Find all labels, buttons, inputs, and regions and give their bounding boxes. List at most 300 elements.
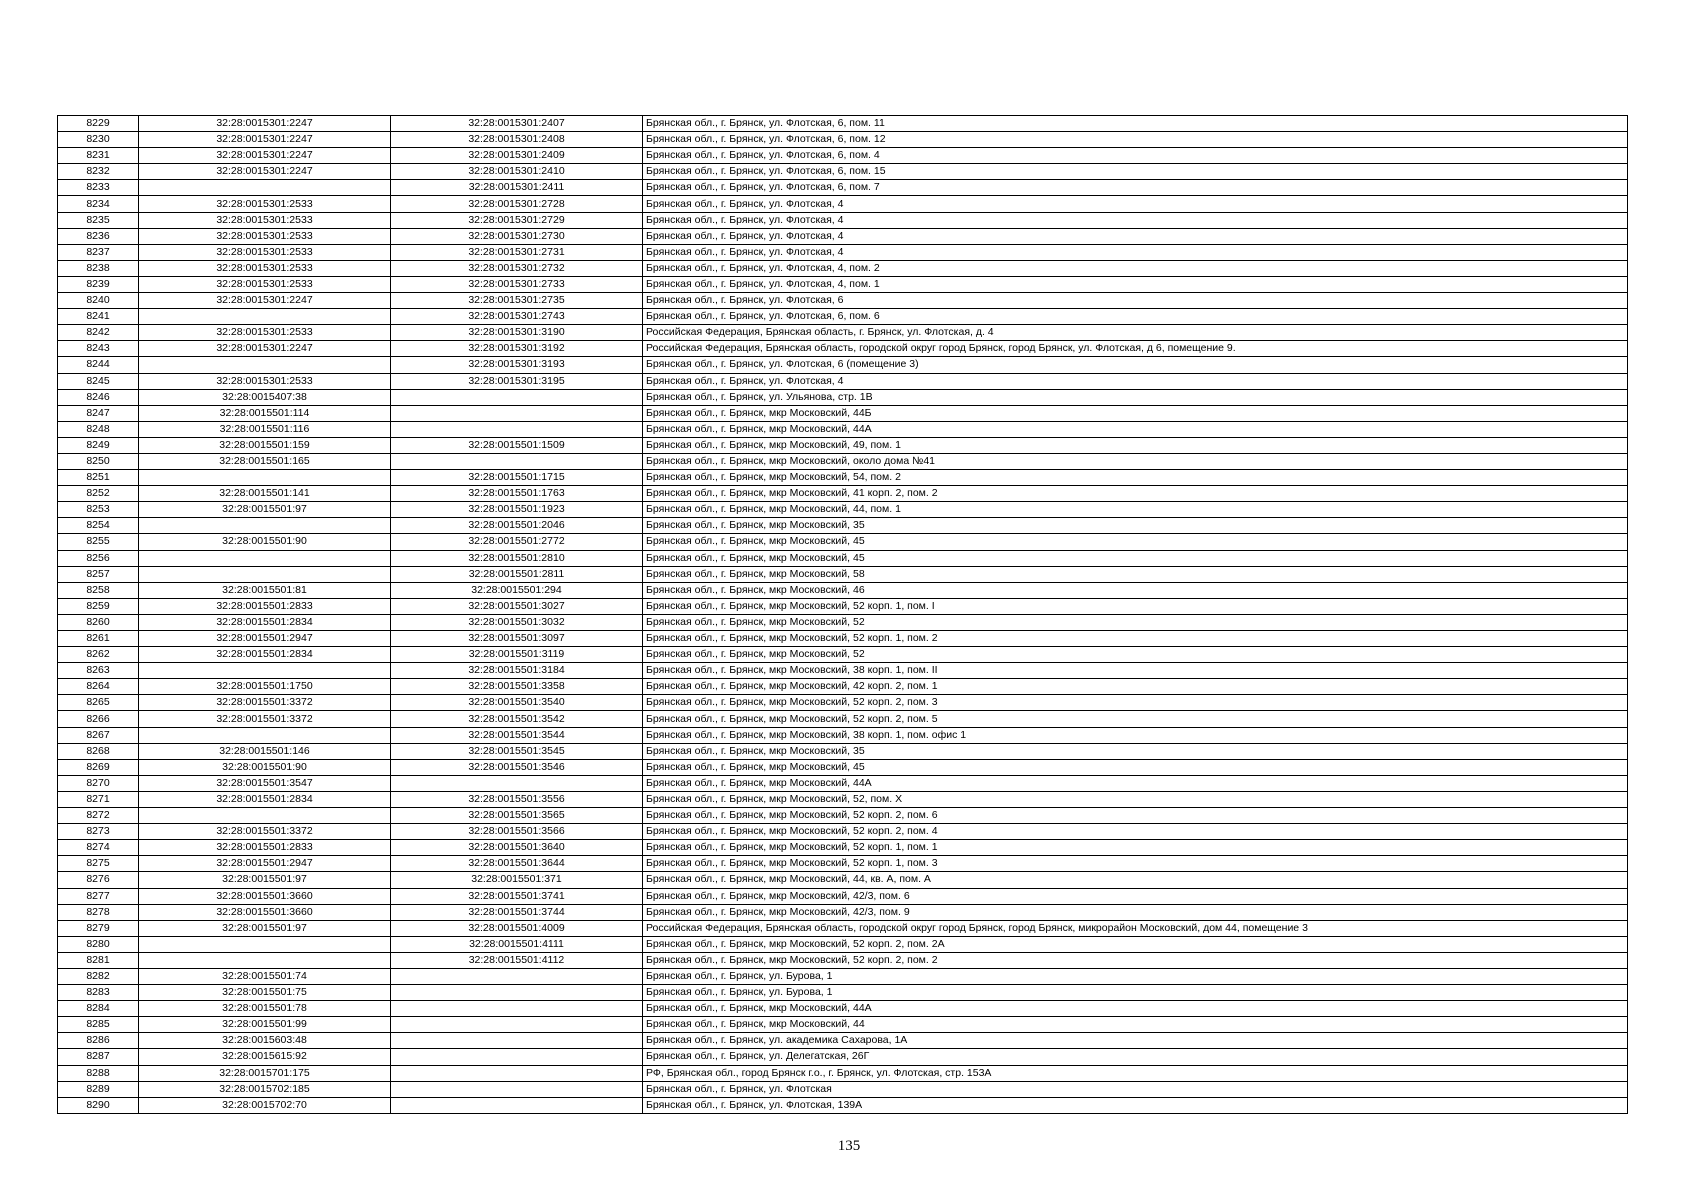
table-row — [58, 936, 1628, 952]
table-row — [58, 1049, 1628, 1065]
address-cell: Брянская обл., г. Брянск, ул. Флотская, 4 — [643, 244, 1628, 260]
table-row — [58, 341, 1628, 357]
table-row — [58, 421, 1628, 437]
row-number-cell: 8246 — [58, 389, 139, 405]
object-cadastral-cell: 32:28:0015501:3358 — [391, 679, 643, 695]
row-number-cell: 8239 — [58, 276, 139, 292]
address-cell: РФ, Брянская обл., город Брянск г.о., г. Брянск, ул. Флотская, стр. 153А — [643, 1065, 1628, 1081]
address-cell: Брянская обл., г. Брянск, мкр Московский, 52 — [643, 614, 1628, 630]
address-cell: Брянская обл., г. Брянск, ул. Бурова, 1 — [643, 968, 1628, 984]
address-cell: Брянская обл., г. Брянск, мкр Московский, 52 корп. 2, пом. 2 — [643, 952, 1628, 968]
object-cadastral-cell: 32:28:0015301:2735 — [391, 293, 643, 309]
land-plot-cadastral-cell: 32:28:0015501:81 — [139, 582, 391, 598]
land-plot-cadastral-cell: 32:28:0015501:116 — [139, 421, 391, 437]
object-cadastral-cell: 32:28:0015301:2733 — [391, 276, 643, 292]
row-number-cell: 8234 — [58, 196, 139, 212]
address-cell: Брянская обл., г. Брянск, мкр Московский, 52 корп. 2, пом. 6 — [643, 808, 1628, 824]
land-plot-cadastral-cell: 32:28:0015702:70 — [139, 1097, 391, 1113]
row-number-cell: 8245 — [58, 373, 139, 389]
object-cadastral-cell: 32:28:0015501:3119 — [391, 647, 643, 663]
table-row — [58, 228, 1628, 244]
row-number-cell: 8252 — [58, 486, 139, 502]
row-number-cell: 8258 — [58, 582, 139, 598]
table-row — [58, 502, 1628, 518]
object-cadastral-cell — [391, 405, 643, 421]
table-row — [58, 1097, 1628, 1113]
row-number-cell: 8273 — [58, 824, 139, 840]
address-cell: Брянская обл., г. Брянск, мкр Московский, 52 корп. 2, пом. 2А — [643, 936, 1628, 952]
object-cadastral-cell: 32:28:0015301:3190 — [391, 325, 643, 341]
table-row — [58, 212, 1628, 228]
object-cadastral-cell — [391, 775, 643, 791]
object-cadastral-cell: 32:28:0015301:2410 — [391, 164, 643, 180]
row-number-cell: 8283 — [58, 985, 139, 1001]
land-plot-cadastral-cell: 32:28:0015501:2834 — [139, 791, 391, 807]
address-cell: Брянская обл., г. Брянск, ул. Флотская, 4 — [643, 212, 1628, 228]
address-cell: Брянская обл., г. Брянск, мкр Московский, 41 корп. 2, пом. 2 — [643, 486, 1628, 502]
address-cell: Брянская обл., г. Брянск, ул. Флотская, 6, пом. 11 — [643, 116, 1628, 132]
address-cell: Брянская обл., г. Брянск, мкр Московский, 42/3, пом. 6 — [643, 888, 1628, 904]
object-cadastral-cell: 32:28:0015301:3193 — [391, 357, 643, 373]
object-cadastral-cell: 32:28:0015501:2810 — [391, 550, 643, 566]
row-number-cell: 8270 — [58, 775, 139, 791]
table-row — [58, 824, 1628, 840]
table-row — [58, 985, 1628, 1001]
object-cadastral-cell: 32:28:0015501:2046 — [391, 518, 643, 534]
land-plot-cadastral-cell: 32:28:0015301:2533 — [139, 276, 391, 292]
object-cadastral-cell — [391, 1081, 643, 1097]
object-cadastral-cell: 32:28:0015501:3744 — [391, 904, 643, 920]
object-cadastral-cell: 32:28:0015501:1715 — [391, 470, 643, 486]
object-cadastral-cell — [391, 453, 643, 469]
object-cadastral-cell: 32:28:0015301:2743 — [391, 309, 643, 325]
table-row — [58, 775, 1628, 791]
address-cell: Брянская обл., г. Брянск, мкр Московский, 45 — [643, 759, 1628, 775]
address-cell: Брянская обл., г. Брянск, мкр Московский, 49, пом. 1 — [643, 437, 1628, 453]
row-number-cell: 8250 — [58, 453, 139, 469]
row-number-cell: 8253 — [58, 502, 139, 518]
object-cadastral-cell: 32:28:0015301:2407 — [391, 116, 643, 132]
row-number-cell: 8231 — [58, 148, 139, 164]
land-plot-cadastral-cell: 32:28:0015501:78 — [139, 1001, 391, 1017]
row-number-cell: 8274 — [58, 840, 139, 856]
table-row — [58, 840, 1628, 856]
table-row — [58, 888, 1628, 904]
land-plot-cadastral-cell — [139, 309, 391, 325]
row-number-cell: 8235 — [58, 212, 139, 228]
object-cadastral-cell: 32:28:0015301:3195 — [391, 373, 643, 389]
object-cadastral-cell: 32:28:0015501:4112 — [391, 952, 643, 968]
row-number-cell: 8257 — [58, 566, 139, 582]
land-plot-cadastral-cell: 32:28:0015501:3372 — [139, 711, 391, 727]
address-cell: Брянская обл., г. Брянск, мкр Московский, 45 — [643, 534, 1628, 550]
row-number-cell: 8230 — [58, 132, 139, 148]
row-number-cell: 8247 — [58, 405, 139, 421]
row-number-cell: 8261 — [58, 631, 139, 647]
row-number-cell: 8262 — [58, 647, 139, 663]
address-cell: Брянская обл., г. Брянск, ул. Флотская, 6, пом. 7 — [643, 180, 1628, 196]
address-cell: Брянская обл., г. Брянск, мкр Московский, 52 корп. 1, пом. 1 — [643, 840, 1628, 856]
object-cadastral-cell: 32:28:0015301:2730 — [391, 228, 643, 244]
address-cell: Брянская обл., г. Брянск, ул. Делегатская, 26Г — [643, 1049, 1628, 1065]
land-plot-cadastral-cell: 32:28:0015501:99 — [139, 1017, 391, 1033]
table-row — [58, 325, 1628, 341]
object-cadastral-cell: 32:28:0015501:4111 — [391, 936, 643, 952]
row-number-cell: 8229 — [58, 116, 139, 132]
object-cadastral-cell — [391, 1097, 643, 1113]
land-plot-cadastral-cell: 32:28:0015301:2533 — [139, 325, 391, 341]
land-plot-cadastral-cell: 32:28:0015501:97 — [139, 872, 391, 888]
object-cadastral-cell: 32:28:0015501:3544 — [391, 727, 643, 743]
table-row — [58, 791, 1628, 807]
address-cell: Брянская обл., г. Брянск, мкр Московский, 58 — [643, 566, 1628, 582]
address-cell: Брянская обл., г. Брянск, мкр Московский, 38 корп. 1, пом. офис 1 — [643, 727, 1628, 743]
land-plot-cadastral-cell: 32:28:0015301:2533 — [139, 228, 391, 244]
table-row — [58, 631, 1628, 647]
table-row — [58, 293, 1628, 309]
table-row — [58, 534, 1628, 550]
object-cadastral-cell: 32:28:0015501:294 — [391, 582, 643, 598]
object-cadastral-cell: 32:28:0015301:2409 — [391, 148, 643, 164]
row-number-cell: 8276 — [58, 872, 139, 888]
row-number-cell: 8290 — [58, 1097, 139, 1113]
address-cell: Брянская обл., г. Брянск, мкр Московский, 42/3, пом. 9 — [643, 904, 1628, 920]
row-number-cell: 8289 — [58, 1081, 139, 1097]
table-row — [58, 872, 1628, 888]
land-plot-cadastral-cell: 32:28:0015301:2247 — [139, 116, 391, 132]
row-number-cell: 8256 — [58, 550, 139, 566]
row-number-cell: 8266 — [58, 711, 139, 727]
land-plot-cadastral-cell — [139, 936, 391, 952]
table-row — [58, 309, 1628, 325]
row-number-cell: 8275 — [58, 856, 139, 872]
land-plot-cadastral-cell — [139, 952, 391, 968]
land-plot-cadastral-cell: 32:28:0015615:92 — [139, 1049, 391, 1065]
table-row — [58, 486, 1628, 502]
address-cell: Брянская обл., г. Брянск, ул. Флотская, 4 — [643, 196, 1628, 212]
table-row — [58, 1081, 1628, 1097]
land-plot-cadastral-cell: 32:28:0015501:2834 — [139, 647, 391, 663]
table-row — [58, 743, 1628, 759]
object-cadastral-cell: 32:28:0015501:3640 — [391, 840, 643, 856]
table-row — [58, 759, 1628, 775]
row-number-cell: 8232 — [58, 164, 139, 180]
row-number-cell: 8242 — [58, 325, 139, 341]
table-row — [58, 276, 1628, 292]
land-plot-cadastral-cell: 32:28:0015301:2533 — [139, 244, 391, 260]
row-number-cell: 8268 — [58, 743, 139, 759]
land-plot-cadastral-cell — [139, 566, 391, 582]
address-cell: Брянская обл., г. Брянск, ул. Флотская, 6, пом. 12 — [643, 132, 1628, 148]
object-cadastral-cell — [391, 1017, 643, 1033]
land-plot-cadastral-cell: 32:28:0015501:2833 — [139, 598, 391, 614]
land-plot-cadastral-cell: 32:28:0015501:3660 — [139, 888, 391, 904]
address-cell: Брянская обл., г. Брянск, ул. Флотская, 6, пом. 4 — [643, 148, 1628, 164]
address-cell: Брянская обл., г. Брянск, мкр Московский, 52 корп. 2, пом. 5 — [643, 711, 1628, 727]
row-number-cell: 8251 — [58, 470, 139, 486]
row-number-cell: 8248 — [58, 421, 139, 437]
land-plot-cadastral-cell: 32:28:0015501:3372 — [139, 695, 391, 711]
land-plot-cadastral-cell — [139, 470, 391, 486]
land-plot-cadastral-cell: 32:28:0015501:97 — [139, 502, 391, 518]
address-cell: Брянская обл., г. Брянск, ул. Флотская, 4 — [643, 228, 1628, 244]
object-cadastral-cell: 32:28:0015501:4009 — [391, 920, 643, 936]
row-number-cell: 8272 — [58, 808, 139, 824]
table-row — [58, 582, 1628, 598]
table-row — [58, 711, 1628, 727]
table-row — [58, 904, 1628, 920]
address-cell: Брянская обл., г. Брянск, мкр Московский, 52 корп. 1, пом. 3 — [643, 856, 1628, 872]
land-plot-cadastral-cell: 32:28:0015501:3372 — [139, 824, 391, 840]
row-number-cell: 8238 — [58, 260, 139, 276]
row-number-cell: 8237 — [58, 244, 139, 260]
table-row — [58, 856, 1628, 872]
registry-table — [57, 115, 1628, 1114]
table-row — [58, 373, 1628, 389]
object-cadastral-cell: 32:28:0015301:2411 — [391, 180, 643, 196]
row-number-cell: 8278 — [58, 904, 139, 920]
table-row — [58, 1001, 1628, 1017]
address-cell: Брянская обл., г. Брянск, мкр Московский, 45 — [643, 550, 1628, 566]
address-cell: Брянская обл., г. Брянск, ул. Ульянова, стр. 1В — [643, 389, 1628, 405]
address-cell: Брянская обл., г. Брянск, ул. Флотская, 6, пом. 6 — [643, 309, 1628, 325]
land-plot-cadastral-cell: 32:28:0015407:38 — [139, 389, 391, 405]
object-cadastral-cell — [391, 985, 643, 1001]
table-row — [58, 196, 1628, 212]
table-row — [58, 598, 1628, 614]
page-number: 135 — [837, 1138, 861, 1154]
land-plot-cadastral-cell — [139, 357, 391, 373]
land-plot-cadastral-cell: 32:28:0015501:75 — [139, 985, 391, 1001]
object-cadastral-cell — [391, 1001, 643, 1017]
row-number-cell: 8244 — [58, 357, 139, 373]
address-cell: Брянская обл., г. Брянск, мкр Московский, 35 — [643, 518, 1628, 534]
table-row — [58, 920, 1628, 936]
row-number-cell: 8241 — [58, 309, 139, 325]
object-cadastral-cell: 32:28:0015501:3545 — [391, 743, 643, 759]
row-number-cell: 8254 — [58, 518, 139, 534]
land-plot-cadastral-cell — [139, 180, 391, 196]
table-row — [58, 550, 1628, 566]
table-row — [58, 164, 1628, 180]
object-cadastral-cell: 32:28:0015301:2728 — [391, 196, 643, 212]
table-row — [58, 695, 1628, 711]
address-cell: Брянская обл., г. Брянск, мкр Московский, 35 — [643, 743, 1628, 759]
row-number-cell: 8281 — [58, 952, 139, 968]
object-cadastral-cell: 32:28:0015501:3546 — [391, 759, 643, 775]
land-plot-cadastral-cell: 32:28:0015501:90 — [139, 759, 391, 775]
object-cadastral-cell: 32:28:0015501:3542 — [391, 711, 643, 727]
row-number-cell: 8282 — [58, 968, 139, 984]
table-row — [58, 679, 1628, 695]
object-cadastral-cell: 32:28:0015301:2732 — [391, 260, 643, 276]
table-row — [58, 470, 1628, 486]
land-plot-cadastral-cell: 32:28:0015501:2833 — [139, 840, 391, 856]
object-cadastral-cell: 32:28:0015501:371 — [391, 872, 643, 888]
table-row — [58, 808, 1628, 824]
object-cadastral-cell — [391, 1049, 643, 1065]
land-plot-cadastral-cell: 32:28:0015301:2533 — [139, 260, 391, 276]
land-plot-cadastral-cell: 32:28:0015301:2533 — [139, 196, 391, 212]
land-plot-cadastral-cell: 32:28:0015501:114 — [139, 405, 391, 421]
land-plot-cadastral-cell: 32:28:0015301:2247 — [139, 293, 391, 309]
table-row — [58, 1017, 1628, 1033]
object-cadastral-cell: 32:28:0015501:3032 — [391, 614, 643, 630]
row-number-cell: 8255 — [58, 534, 139, 550]
address-cell: Брянская обл., г. Брянск, мкр Московский, 52 корп. 2, пом. 3 — [643, 695, 1628, 711]
object-cadastral-cell — [391, 1033, 643, 1049]
object-cadastral-cell: 32:28:0015301:3192 — [391, 341, 643, 357]
land-plot-cadastral-cell: 32:28:0015501:159 — [139, 437, 391, 453]
address-cell: Брянская обл., г. Брянск, мкр Московский, 52 корп. 2, пом. 4 — [643, 824, 1628, 840]
address-cell: Брянская обл., г. Брянск, мкр Московский, 42 корп. 2, пом. 1 — [643, 679, 1628, 695]
address-cell: Брянская обл., г. Брянск, ул. Флотская, 6, пом. 15 — [643, 164, 1628, 180]
object-cadastral-cell: 32:28:0015501:1509 — [391, 437, 643, 453]
registry-table-body — [58, 116, 1628, 1114]
land-plot-cadastral-cell: 32:28:0015701:175 — [139, 1065, 391, 1081]
row-number-cell: 8286 — [58, 1033, 139, 1049]
land-plot-cadastral-cell: 32:28:0015501:97 — [139, 920, 391, 936]
table-row — [58, 647, 1628, 663]
land-plot-cadastral-cell: 32:28:0015501:2834 — [139, 614, 391, 630]
object-cadastral-cell: 32:28:0015301:2731 — [391, 244, 643, 260]
land-plot-cadastral-cell — [139, 727, 391, 743]
land-plot-cadastral-cell: 32:28:0015301:2247 — [139, 341, 391, 357]
row-number-cell: 8277 — [58, 888, 139, 904]
table-row — [58, 566, 1628, 582]
address-cell: Брянская обл., г. Брянск, мкр Московский, 44А — [643, 775, 1628, 791]
object-cadastral-cell — [391, 421, 643, 437]
table-row — [58, 614, 1628, 630]
land-plot-cadastral-cell: 32:28:0015603:48 — [139, 1033, 391, 1049]
address-cell: Брянская обл., г. Брянск, мкр Московский, 44А — [643, 1001, 1628, 1017]
table-row — [58, 389, 1628, 405]
table-row — [58, 116, 1628, 132]
address-cell: Брянская обл., г. Брянск, ул. Флотская, 4, пом. 1 — [643, 276, 1628, 292]
table-row — [58, 244, 1628, 260]
row-number-cell: 8236 — [58, 228, 139, 244]
land-plot-cadastral-cell — [139, 663, 391, 679]
address-cell: Брянская обл., г. Брянск, мкр Московский, 52 корп. 1, пом. 2 — [643, 631, 1628, 647]
land-plot-cadastral-cell — [139, 550, 391, 566]
row-number-cell: 8279 — [58, 920, 139, 936]
object-cadastral-cell: 32:28:0015501:3741 — [391, 888, 643, 904]
address-cell: Брянская обл., г. Брянск, мкр Московский, 52 корп. 1, пом. I — [643, 598, 1628, 614]
land-plot-cadastral-cell: 32:28:0015501:141 — [139, 486, 391, 502]
row-number-cell: 8259 — [58, 598, 139, 614]
land-plot-cadastral-cell: 32:28:0015501:2947 — [139, 856, 391, 872]
row-number-cell: 8267 — [58, 727, 139, 743]
address-cell: Брянская обл., г. Брянск, мкр Московский, 44, пом. 1 — [643, 502, 1628, 518]
address-cell: Брянская обл., г. Брянск, ул. Флотская, 139А — [643, 1097, 1628, 1113]
object-cadastral-cell: 32:28:0015301:2408 — [391, 132, 643, 148]
table-row — [58, 405, 1628, 421]
address-cell: Брянская обл., г. Брянск, ул. Бурова, 1 — [643, 985, 1628, 1001]
table-row — [58, 952, 1628, 968]
object-cadastral-cell: 32:28:0015501:3097 — [391, 631, 643, 647]
land-plot-cadastral-cell — [139, 518, 391, 534]
object-cadastral-cell: 32:28:0015301:2729 — [391, 212, 643, 228]
address-cell: Брянская обл., г. Брянск, мкр Московский, 46 — [643, 582, 1628, 598]
object-cadastral-cell: 32:28:0015501:3565 — [391, 808, 643, 824]
object-cadastral-cell: 32:28:0015501:2772 — [391, 534, 643, 550]
land-plot-cadastral-cell: 32:28:0015301:2533 — [139, 212, 391, 228]
land-plot-cadastral-cell: 32:28:0015301:2533 — [139, 373, 391, 389]
land-plot-cadastral-cell: 32:28:0015501:3547 — [139, 775, 391, 791]
table-row — [58, 453, 1628, 469]
address-cell: Брянская обл., г. Брянск, ул. Флотская, 4, пом. 2 — [643, 260, 1628, 276]
table-row — [58, 132, 1628, 148]
address-cell: Брянская обл., г. Брянск, мкр Московский, 38 корп. 1, пом. II — [643, 663, 1628, 679]
land-plot-cadastral-cell: 32:28:0015501:3660 — [139, 904, 391, 920]
row-number-cell: 8284 — [58, 1001, 139, 1017]
row-number-cell: 8285 — [58, 1017, 139, 1033]
table-row — [58, 1065, 1628, 1081]
address-cell: Брянская обл., г. Брянск, мкр Московский, около дома №41 — [643, 453, 1628, 469]
address-cell: Брянская обл., г. Брянск, мкр Московский, 52, пом. X — [643, 791, 1628, 807]
address-cell: Брянская обл., г. Брянск, ул. Флотская, 6 — [643, 293, 1628, 309]
land-plot-cadastral-cell: 32:28:0015501:2947 — [139, 631, 391, 647]
table-row — [58, 180, 1628, 196]
land-plot-cadastral-cell: 32:28:0015501:146 — [139, 743, 391, 759]
table-row — [58, 968, 1628, 984]
row-number-cell: 8249 — [58, 437, 139, 453]
table-row — [58, 437, 1628, 453]
land-plot-cadastral-cell: 32:28:0015702:185 — [139, 1081, 391, 1097]
object-cadastral-cell: 32:28:0015501:3644 — [391, 856, 643, 872]
row-number-cell: 8280 — [58, 936, 139, 952]
row-number-cell: 8288 — [58, 1065, 139, 1081]
object-cadastral-cell: 32:28:0015501:3556 — [391, 791, 643, 807]
address-cell: Российская Федерация, Брянская область, городской округ город Брянск, город Брянск, микрорайон Московский, дом 44, помещение 3 — [643, 920, 1628, 936]
object-cadastral-cell: 32:28:0015501:3027 — [391, 598, 643, 614]
land-plot-cadastral-cell: 32:28:0015301:2247 — [139, 164, 391, 180]
object-cadastral-cell — [391, 968, 643, 984]
address-cell: Российская Федерация, Брянская область, г. Брянск, ул. Флотская, д. 4 — [643, 325, 1628, 341]
table-row — [58, 260, 1628, 276]
address-cell: Брянская обл., г. Брянск, мкр Московский, 44 — [643, 1017, 1628, 1033]
land-plot-cadastral-cell: 32:28:0015501:74 — [139, 968, 391, 984]
row-number-cell: 8263 — [58, 663, 139, 679]
object-cadastral-cell: 32:28:0015501:1763 — [391, 486, 643, 502]
row-number-cell: 8264 — [58, 679, 139, 695]
row-number-cell: 8271 — [58, 791, 139, 807]
table-row — [58, 518, 1628, 534]
table-row — [58, 148, 1628, 164]
address-cell: Брянская обл., г. Брянск, ул. Флотская, 4 — [643, 373, 1628, 389]
table-row — [58, 357, 1628, 373]
object-cadastral-cell: 32:28:0015501:3566 — [391, 824, 643, 840]
row-number-cell: 8269 — [58, 759, 139, 775]
table-row — [58, 663, 1628, 679]
address-cell: Брянская обл., г. Брянск, мкр Московский, 52 — [643, 647, 1628, 663]
address-cell: Брянская обл., г. Брянск, мкр Московский, 54, пом. 2 — [643, 470, 1628, 486]
address-cell: Брянская обл., г. Брянск, мкр Московский, 44, кв. А, пом. А — [643, 872, 1628, 888]
address-cell: Российская Федерация, Брянская область, городской округ город Брянск, город Брянск, ул. Флотская, д 6, помещение 9. — [643, 341, 1628, 357]
object-cadastral-cell — [391, 389, 643, 405]
address-cell: Брянская обл., г. Брянск, ул. Флотская, 6 (помещение 3) — [643, 357, 1628, 373]
land-plot-cadastral-cell: 32:28:0015501:90 — [139, 534, 391, 550]
address-cell: Брянская обл., г. Брянск, мкр Московский, 44А — [643, 421, 1628, 437]
table-row — [58, 1033, 1628, 1049]
row-number-cell: 8233 — [58, 180, 139, 196]
land-plot-cadastral-cell — [139, 808, 391, 824]
land-plot-cadastral-cell: 32:28:0015501:165 — [139, 453, 391, 469]
land-plot-cadastral-cell: 32:28:0015501:1750 — [139, 679, 391, 695]
address-cell: Брянская обл., г. Брянск, ул. академика Сахарова, 1А — [643, 1033, 1628, 1049]
land-plot-cadastral-cell: 32:28:0015301:2247 — [139, 148, 391, 164]
land-plot-cadastral-cell: 32:28:0015301:2247 — [139, 132, 391, 148]
